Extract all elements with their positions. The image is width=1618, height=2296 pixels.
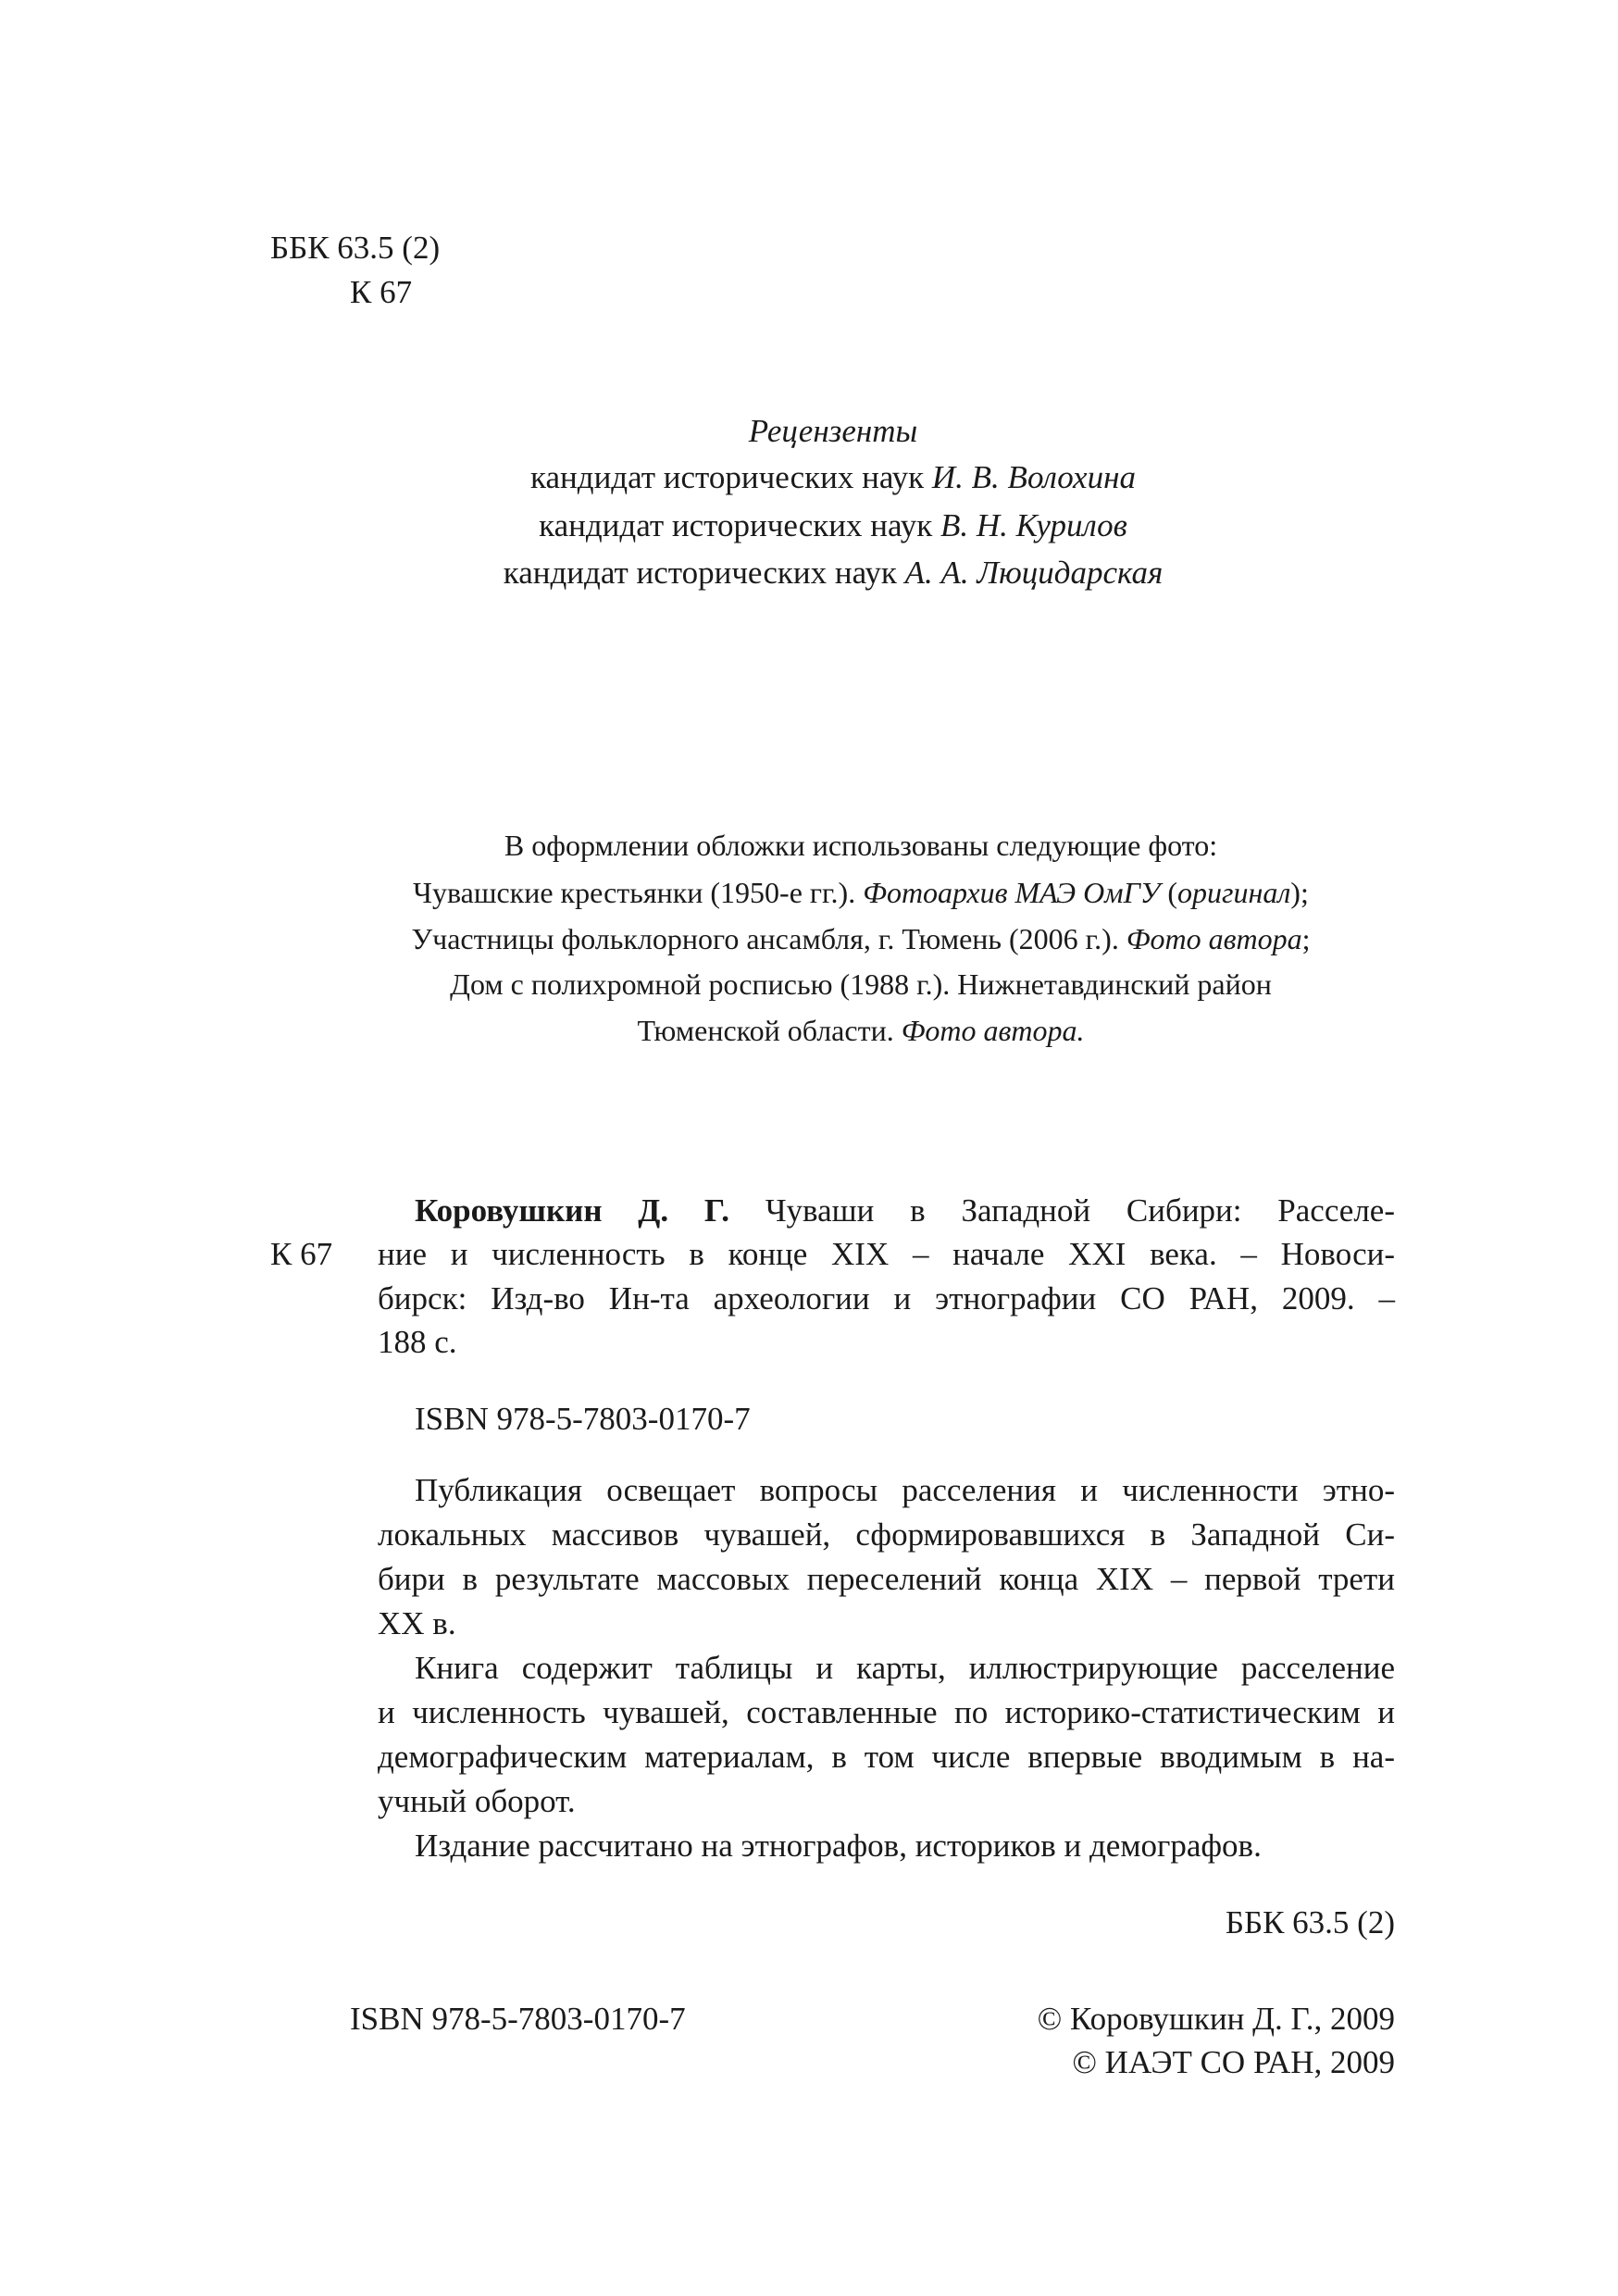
abstract-line: бири в результате массовых переселений конца XIX – первой трети [378, 1561, 1395, 1597]
abstract-line: и численность чувашей, составленные по историко-статистическим и [378, 1694, 1395, 1730]
cover-photo-paren-open: ( [1167, 876, 1177, 909]
reviewer-line [407, 556, 1259, 589]
record-code: К 67 [270, 1236, 333, 1272]
abstract-line: Издание рассчитано на этнографов, историков и демографов. [415, 1828, 1262, 1864]
footer-isbn: ISBN 978-5-7803-0170-7 [350, 2001, 686, 2037]
cover-photo-paren-close: ); [1290, 876, 1309, 909]
reviewer-name: В. Н. Курилов [940, 507, 1127, 543]
cover-photo-caption: Тюменской области. [637, 1014, 894, 1047]
cover-photo-credit [352, 878, 1370, 907]
cover-photo-source: Фото автора [1126, 922, 1302, 955]
cover-photo-caption: Участницы фольклорного ансамбля, г. Тюмень (2006 г.). [411, 922, 1119, 955]
abstract-line: демографическим материалам, в том числе впервые вводимым в на- [378, 1739, 1395, 1775]
reviewer-degree: кандидат исторических наук [530, 459, 925, 495]
reviewer-line [407, 461, 1259, 493]
abstract-line: учный оборот. [378, 1783, 576, 1819]
cover-photo-source: Фото автора. [901, 1014, 1085, 1047]
bbk-code: ББК 63.5 (2) [270, 230, 441, 266]
record-line: бирск: Изд-во Ин-та археологии и этнографии СО РАН, 2009. – [378, 1280, 1395, 1316]
cover-photo-credit: Дом с полихромной росписью (1988 г.). Нижнетавдинский район [450, 967, 1272, 1001]
record-line: ние и численность в конце XIX – начале XXI века. – Новоси- [378, 1236, 1395, 1272]
record-author: Коровушкин Д. Г. [415, 1192, 729, 1229]
abstract-line: Публикация освещает вопросы расселения и численности этно- [415, 1472, 1395, 1508]
author-mark: К 67 [350, 274, 413, 310]
reviewers-heading: Рецензенты [748, 413, 918, 449]
cover-photo-punct: ; [1301, 922, 1311, 955]
cover-photo-note: оригинал [1176, 876, 1291, 909]
cover-photo-credit [352, 924, 1370, 954]
abstract-line: XX в. [378, 1605, 456, 1641]
cover-photos-intro: В оформлении обложки использованы следующие фото: [504, 829, 1218, 862]
reviewer-degree: кандидат исторических наук [539, 507, 933, 543]
reviewer-name: А. А. Люцидарская [904, 555, 1164, 591]
cover-photo-source: Фотоархив МАЭ ОмГУ [863, 876, 1161, 909]
cover-photo-caption: Чувашские крестьянки (1950-е гг.). [413, 876, 856, 909]
reviewer-degree: кандидат исторических наук [503, 555, 897, 591]
copyright-publisher: © ИАЭТ СО РАН, 2009 [1072, 2044, 1395, 2080]
record-isbn: ISBN 978-5-7803-0170-7 [415, 1401, 751, 1437]
record-line [415, 1194, 1395, 1227]
abstract-line: локальных массивов чувашей, сформировавшихся в Западной Си- [378, 1516, 1395, 1553]
reviewer-name: И. В. Волохина [931, 459, 1136, 495]
record-line: 188 с. [378, 1324, 457, 1360]
abstract-line: Книга содержит таблицы и карты, иллюстрирующие расселение [415, 1650, 1395, 1686]
reviewer-line [407, 509, 1259, 542]
record-title: Чуваши в Западной Сибири: Расселе- [765, 1192, 1395, 1229]
copyright-author: © Коровушкин Д. Г., 2009 [1037, 2001, 1395, 2037]
cover-photo-credit [352, 1016, 1370, 1045]
bbk-code-bottom: ББК 63.5 (2) [1225, 1904, 1395, 1940]
